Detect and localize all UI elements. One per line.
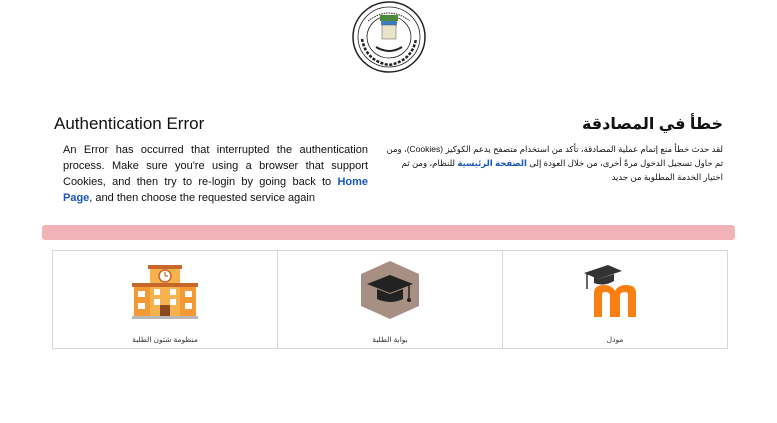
arabic-error-section (383, 114, 723, 184)
service-label-student-portal: بوابة الطلبة (372, 335, 408, 344)
error-alert-bar (42, 225, 735, 240)
university-seal-icon (352, 1, 426, 73)
english-error-section (54, 114, 368, 206)
arabic-error-title: خطأ في المصادقة (581, 116, 723, 133)
service-card-student-affairs[interactable] (53, 251, 278, 348)
arabic-error-message (383, 142, 723, 184)
home-page-link[interactable]: Home Page (63, 176, 368, 204)
service-label-student-affairs: منظومة شئون الطلبة (132, 335, 198, 344)
service-card-student-portal[interactable] (278, 251, 503, 348)
english-error-message (63, 142, 368, 206)
arabic-home-page-link[interactable]: الصفحة الرئيسية (457, 158, 527, 168)
moodle-logo-icon (582, 259, 648, 321)
english-message-part-1: An Error has occurred that interrupted the authentication process. Make sure you're using a browser that support Cookies, and then try to re-login by going back to (63, 144, 368, 188)
service-label-moodle: مودل (606, 335, 624, 344)
arabic-message-part-2: للنظام، ومن ثم اختيار الخدمة المطلوبة من جديد (401, 158, 723, 182)
english-error-title: Authentication Error (54, 114, 205, 133)
service-card-moodle[interactable] (503, 251, 727, 348)
arabic-message-part-1: لقد حدث خطأ منع إتمام عملية المصادقة، تأكد من استخدام متصفح يدعم الكوكيز (Cookies)، ومن ثم حاول تسجيل الدخول مرةً أخرى، من خلال العودة إلى (386, 144, 723, 168)
services-grid (52, 250, 728, 349)
university-logo (352, 1, 426, 73)
english-message-part-2: , and then choose the requested service again (89, 192, 315, 204)
graduation-cap-icon (357, 259, 423, 321)
school-building-icon (132, 259, 198, 321)
